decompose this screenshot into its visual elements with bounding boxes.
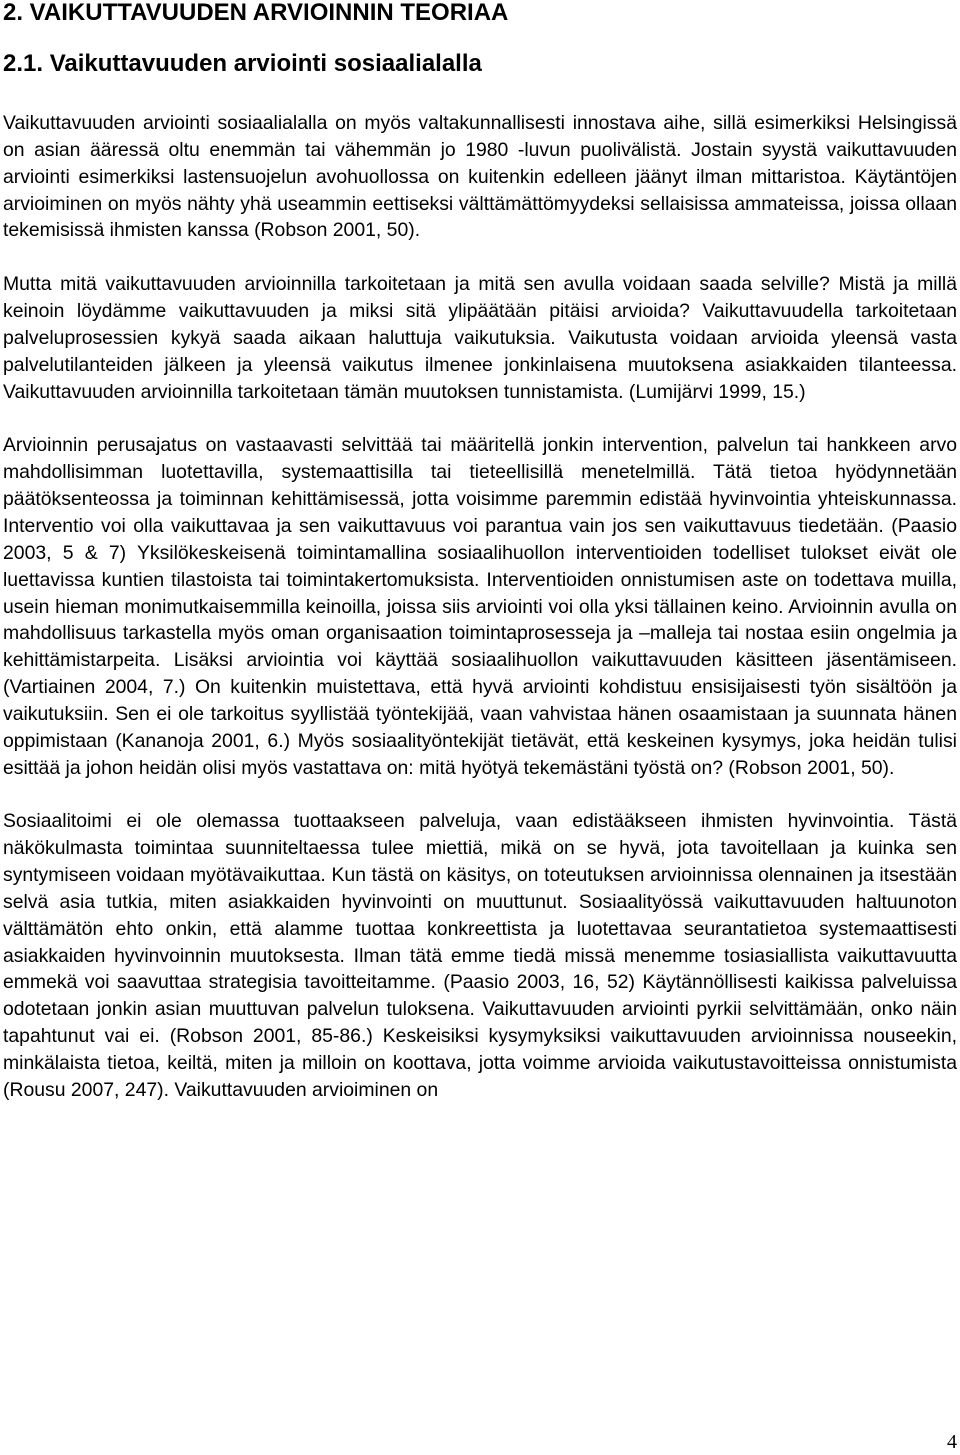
paragraph: Mutta mitä vaikuttavuuden arvioinnilla tarkoitetaan ja mitä sen avulla voidaan saada selville? Mistä ja millä keinoin löydämme vaikuttavuuden ja miksi sitä ylipäätään pitäisi arvioida? Vaikuttavuudella tarkoitetaan palveluprosessien kykyä saada aikaan haluttuja vaikutuksia. Vaikutusta voidaan arvioida yleensä vasta palvelutilanteiden jälkeen ja yleensä vaikutus ilmenee jonkinlaisena muutoksena asiakkaiden tilanteessa. Vaikuttavuuden arvioinnilla tarkoitetaan tämän muutoksen tunnistamista. (Lumijärvi 1999, 15.) bbox=[3, 273, 957, 403]
paragraph: Sosiaalitoimi ei ole olemassa tuottaakseen palveluja, vaan edistääkseen ihmisten hyvinvointia. Tästä näkökulmasta toimintaa suunniteltaessa tulee miettiä, mikä on se hyvä, jota tavoitellaan ja kuinka sen syntymiseen voidaan myötävaikuttaa. Kun tästä on käsitys, on toteutuksen arvioinnissa olennainen ja itsestään selvä asia tutkia, miten asiakkaiden hyvinvointi on muuttunut. Sosiaalityössä vaikuttavuuden haltuunoton välttämätön ehto onkin, että alamme tuottaa konkreettista ja luotettavaa seurantatietoa systemaattisesti asiakkaiden hyvinvoinnin muutoksesta. Ilman tätä emme tiedä missä menemme tosiasiallista vaikuttavuutta emmekä voi saavuttaa strategisia tavoitteitamme. (Paasio 2003, 16, 52) Käytännöllisesti kaikissa palveluissa odotetaan jonkin asian muuttuvan palvelun tuloksena. Vaikuttavuuden arviointi pyrkii selvittämään, onko näin tapahtunut vai ei. (Robson 2001, 85-86.) Keskeisiksi kysymyksiksi vaikuttavuuden arvioinnissa nouseekin, minkälaista tietoa, keiltä, miten ja milloin on koottava, jotta voimme arvioida vaikutustavoitteissa onnistumista (Rousu 2007, 247). Vaikuttavuuden arvioiminen on bbox=[3, 810, 957, 1101]
paragraph: Vaikuttavuuden arviointi sosiaalialalla on myös valtakunnallisesti innostava aihe, sillä esimerkiksi Helsingissä on asian ääressä oltu enemmän tai vähemmän jo 1980 -luvun puolivälistä. Jostain syystä vaikuttavuuden arviointi esimerkiksi lastensuojelun avohuollossa on kuitenkin edelleen jäänyt ilman mittaristoa. Käytäntöjen arvioiminen on myös nähty yhä useammin eettiseksi välttämättömyydeksi sellaisissa ammateissa, joissa ollaan tekemisissä ihmisten kanssa (Robson 2001, 50). bbox=[3, 112, 957, 242]
page-number: 4 bbox=[947, 1431, 957, 1453]
paragraph: Arvioinnin perusajatus on vastaavasti selvittää tai määritellä jonkin intervention, palvelun tai hankkeen arvo mahdollisimman luotettavilla, systemaattisilla tai tieteellisillä menetelmillä. Tätä tietoa hyödynnetään päätöksenteossa ja toiminnan kehittämisessä, jotta voisimme paremmin edistää hyvinvointia yhteiskunnassa. Interventio voi olla vaikuttavaa ja sen vaikuttavuus voi parantua vain jos sen vaikuttavuus tiedetään. (Paasio 2003, 5 & 7) Yksilökeskeisenä toimintamallina sosiaalihuollon interventioiden todelliset tulokset eivät ole luettavissa kuntien tilastoista tai toimintakertomuksista. Interventioiden onnistumisen aste on todettava muilla, usein hieman monimutkaisemmilla keinoilla, joissa siis arviointi voi olla yksi tällainen keino. Arvioinnin avulla on mahdollisuus tarkastella myös oman organisaation toimintaprosesseja ja –malleja tai nostaa esiin ongelmia ja kehittämistarpeita. Lisäksi arviointia voi käyttää sosiaalihuollon vaikuttavuuden käsitteen jäsentämiseen. (Vartiainen 2004, 7.) On kuitenkin muistettava, että hyvä arviointi kohdistuu ensisijaisesti työn sisältöön ja vaikutuksiin. Sen ei ole tarkoitus syyllistää työntekijää, vaan vahvistaa hänen osaamistaan ja suunnata hänen oppimistaan (Kananoja 2001, 6.) Myös sosiaalityöntekijät tietävät, että keskeinen kysymys, joka heidän tulisi esittää ja johon heidän olisi myös vastattava on: mitä hyötyä tekemästäni työstä on? (Robson 2001, 50). bbox=[3, 434, 957, 779]
chapter-heading: 2. VAIKUTTAVUUDEN ARVIOINNIN TEORIAA bbox=[3, 0, 509, 26]
document-body bbox=[3, 0, 957, 1104]
section-heading: 2.1. Vaikuttavuuden arviointi sosiaalialalla bbox=[3, 50, 482, 77]
